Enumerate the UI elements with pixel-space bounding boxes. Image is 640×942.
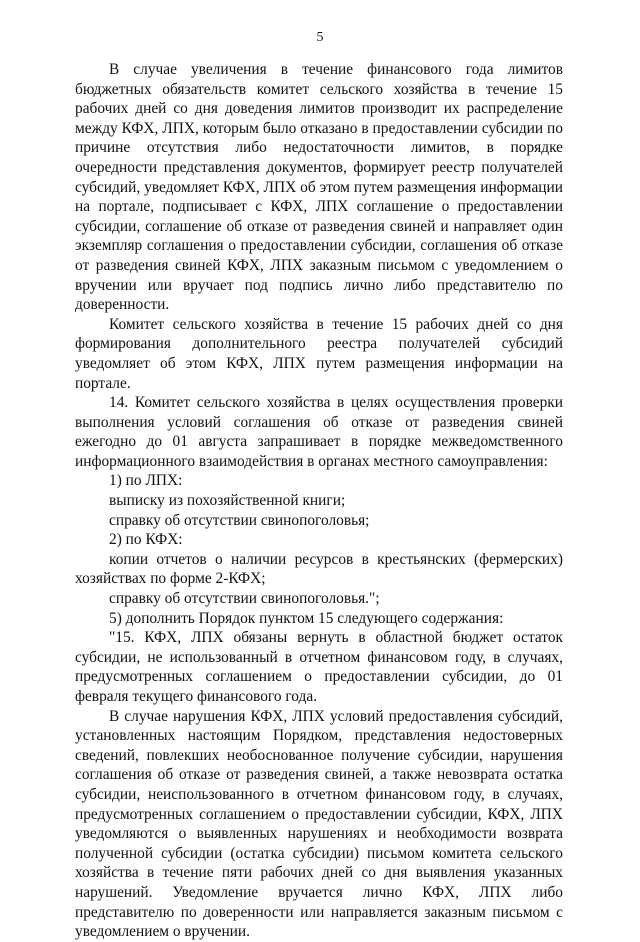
paragraph-item-15: "15. КФХ, ЛПХ обязаны вернуть в областной бюджет остаток субсидии, не использованный в отчетном финансовом году, в случаях, предусмотренных соглашением о предоставлении субсидии, до 01 февраля текущего финансового года. — [75, 629, 563, 705]
paragraph-amendment-5: 5) дополнить Порядок пунктом 15 следующего содержания: — [109, 609, 504, 627]
list-item-reports: копии отчетов о наличии ресурсов в крестьянских (фермерских) хозяйствах по форме 2-КФХ; — [75, 550, 563, 588]
paragraph-item-14: 14. Комитет сельского хозяйства в целях осуществления проверки выполнения условий соглашения об отказе от разведения свиней ежегодно до 01 августа запрашивает в порядке межведомственного информационного взаимодействия в органах местного самоуправления: — [75, 394, 563, 470]
list-item-extract: выписку из похозяйственной книги; — [109, 492, 346, 510]
page-number: 5 — [316, 30, 324, 45]
paragraph-limits-increase: В случае увеличения в течение финансового года лимитов бюджетных обязательств комитет сельского хозяйства в течение 15 рабочих дней со дня доведения лимитов производит их распределение между КФХ, ЛПХ, которым было отказано в предоставлении субсидии по причине отсутствия либо недостаточности лимитов, в порядке очередности представления документов, формирует реестр получателей субсидий, уведомляет КФХ, ЛПХ об этом путем размещения информации на портале, подписывает с КФХ, ЛПХ соглашение о предоставлении субсидии, соглашение об отказе от разведения свиней и направляет один экземпляр соглашения о предоставлении субсидии, соглашения об отказе от разведения свиней КФХ, ЛПХ заказным письмом с уведомлением о вручении или вручает под подпись лично либо представителю по доверенности. — [75, 61, 563, 314]
paragraph-violations: В случае нарушения КФХ, ЛПХ условий предоставления субсидий, установленных настоящим Порядком, представления недостоверных сведений, повлекших необоснованное получение субсидии, нарушения соглашения об отказе от разведения свиней, а также невозврата остатка субсидии, неиспользованного в отчетном финансовом году, в случаях, предусмотренных соглашением о предоставлении субсидии, КФХ, ЛПХ уведомляются о выявленных нарушениях и необходимости возврата полученной субсидии (остатка субсидии) письмом комитета сельского хозяйства в течение пяти рабочих дней со дня выявления указанных нарушений. Уведомление вручается лично КФХ, ЛПХ либо представителю по доверенности или направляется заказным письмом с уведомлением о вручении. — [75, 707, 563, 941]
list-item-certificate-lph: справку об отсутствии свинопоголовья; — [109, 511, 370, 529]
list-item-certificate-kfh: справку об отсутствии свинопоголовья."; — [109, 590, 380, 608]
list-item-lph: 1) по ЛПХ: — [109, 472, 183, 490]
list-item-kfh: 2) по КФХ: — [109, 531, 183, 549]
document-body — [75, 60, 563, 942]
paragraph-additional-registry: Комитет сельского хозяйства в течение 15 рабочих дней со дня формирования дополнительного реестра получателей субсидий уведомляет об этом КФХ, ЛПХ путем размещения информации на портале. — [75, 315, 563, 392]
